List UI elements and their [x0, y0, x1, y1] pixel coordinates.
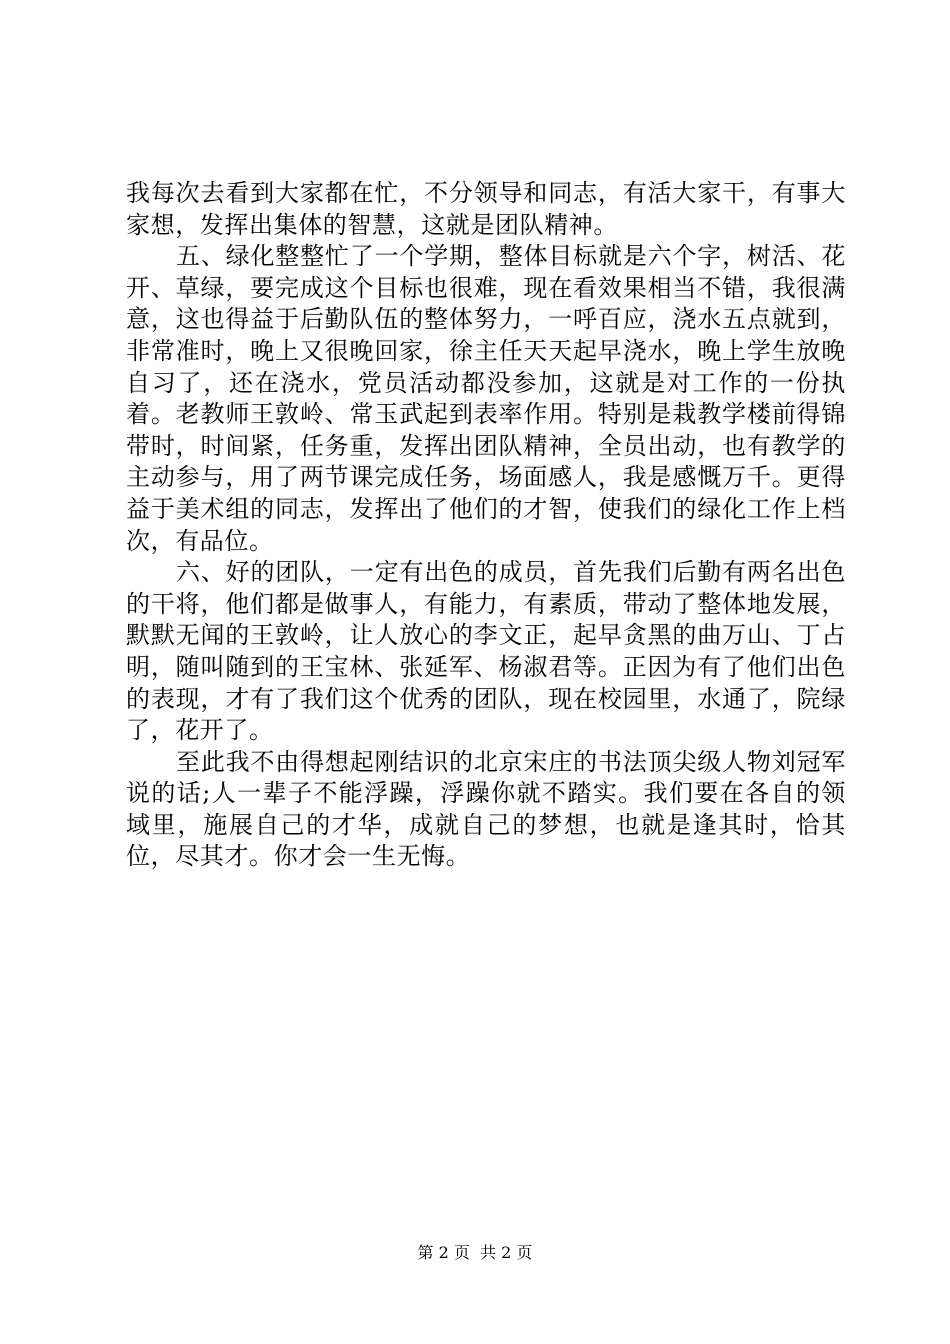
document-body: [126, 178, 846, 873]
paragraph-five-greening: 五、绿化整整忙了一个学期，整体目标就是六个字，树活、花开、草绿，要完成这个目标也很难，现在看效果相当不错，我很满意，这也得益于后勤队伍的整体努力，一呼百应，浇水五点就到，非常准时，晚上又很晚回家，徐主任天天起早浇水，晚上学生放晚自习了，还在浇水，党员活动都没参加，这就是对工作的一份执着。老教师王敦岭、常玉武起到表率作用。特别是栽教学楼前得锦带时，时间紧，任务重，发挥出团队精神，全员出动，也有教学的主动参与，用了两节课完成任务，场面感人，我是感慨万千。更得益于美术组的同志，发挥出了他们的才智，使我们的绿化工作上档次，有品位。: [126, 242, 846, 555]
paragraph-conclusion: 至此我不由得想起刚结识的北京宋庄的书法顶尖级人物刘冠军说的话;人一辈子不能浮躁，浮躁你就不踏实。我们要在各自的领域里，施展自己的才华，成就自己的梦想，也就是逢其时，恰其位，尽其才。你才会一生无悔。: [126, 747, 846, 871]
paragraph-continuation: 我每次去看到大家都在忙，不分领导和同志，有活大家干，有事大家想，发挥出集体的智慧，这就是团队精神。: [126, 179, 846, 239]
page-number-footer: 第 2 页 共 2 页: [417, 1243, 533, 1262]
paragraph-six-team-members: 六、好的团队，一定有出色的成员，首先我们后勤有两名出色的干将，他们都是做事人，有能力，有素质，带动了整体地发展，默默无闻的王敦岭，让人放心的李文正，起早贪黑的曲万山、丁占明，随叫随到的王宝林、张延军、杨淑君等。正因为有了他们出色的表现，才有了我们这个优秀的团队，现在校园里，水通了，院绿了，花开了。: [126, 558, 846, 745]
